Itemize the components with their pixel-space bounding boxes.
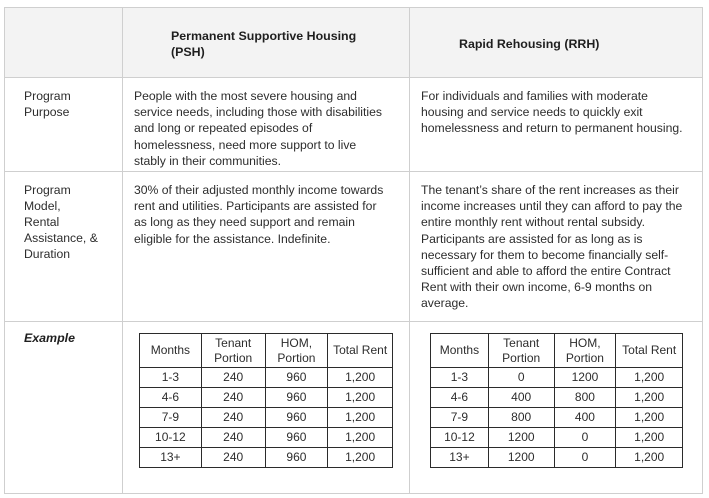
table-row — [140, 368, 393, 388]
psh-example-table — [139, 333, 393, 468]
table-row — [431, 388, 683, 408]
tenant-cell: 240 — [201, 388, 265, 408]
comparison-table — [4, 7, 703, 494]
hom-portion-header: HOM, Portion — [554, 334, 616, 368]
months-cell: 13+ — [140, 448, 202, 468]
tenant-cell: 400 — [488, 388, 554, 408]
psh-example-cell — [123, 322, 410, 494]
total-cell: 1,200 — [328, 388, 393, 408]
tenant-portion-header: Tenant Portion — [488, 334, 554, 368]
table-row — [431, 448, 683, 468]
rrh-purpose-text: For individuals and families with moderate housing and service needs to quickly exit homelessness and return to permanent housing. — [421, 89, 683, 136]
tenant-cell: 800 — [488, 408, 554, 428]
model-label: Program Model, Rental Assistance, & Duration — [5, 172, 123, 322]
months-header: Months — [431, 334, 489, 368]
hom-cell: 1200 — [554, 368, 616, 388]
psh-model-cell — [123, 172, 410, 322]
rrh-model-text: The tenant’s share of the rent increases as their income increases until they can afford to pay the entire monthly rent without rental subsidy. Participants are assisted for as long as is necessary for them to become financially self-sufficient and able to afford the entire Contract Rent with their own income, 6-9 months on average. — [421, 183, 683, 311]
hom-cell: 800 — [554, 388, 616, 408]
rrh-example-cell — [410, 322, 703, 494]
total-rent-header: Total Rent — [328, 334, 393, 368]
tenant-cell: 240 — [201, 408, 265, 428]
tenant-cell: 0 — [488, 368, 554, 388]
table-row — [140, 388, 393, 408]
table-row — [431, 408, 683, 428]
months-cell: 1-3 — [431, 368, 489, 388]
months-cell: 7-9 — [140, 408, 202, 428]
total-cell: 1,200 — [616, 448, 683, 468]
months-cell: 1-3 — [140, 368, 202, 388]
psh-purpose-cell — [123, 78, 410, 172]
table-row — [431, 368, 683, 388]
tenant-cell: 240 — [201, 428, 265, 448]
psh-example-header-row — [140, 334, 393, 368]
psh-title: Permanent Supportive Housing (PSH) — [171, 29, 357, 59]
table-row — [140, 408, 393, 428]
months-cell: 4-6 — [140, 388, 202, 408]
hom-cell: 400 — [554, 408, 616, 428]
months-cell: 4-6 — [431, 388, 489, 408]
months-header: Months — [140, 334, 202, 368]
tenant-cell: 240 — [201, 368, 265, 388]
hom-cell: 960 — [265, 428, 328, 448]
rrh-example-header-row — [431, 334, 683, 368]
rrh-header-cell — [410, 8, 703, 78]
rrh-model-cell — [410, 172, 703, 322]
purpose-label: Program Purpose — [5, 78, 123, 172]
table-row — [140, 428, 393, 448]
rrh-example-table — [430, 333, 683, 468]
hom-cell: 960 — [265, 448, 328, 468]
tenant-cell: 1200 — [488, 448, 554, 468]
hom-cell: 960 — [265, 408, 328, 428]
total-cell: 1,200 — [328, 428, 393, 448]
header-row — [5, 8, 703, 78]
rrh-title: Rapid Rehousing (RRH) — [459, 37, 600, 51]
example-label: Example — [5, 322, 123, 494]
months-cell: 10-12 — [431, 428, 489, 448]
total-cell: 1,200 — [328, 368, 393, 388]
psh-header-cell — [123, 8, 410, 78]
months-cell: 13+ — [431, 448, 489, 468]
psh-purpose-text: People with the most severe housing and service needs, including those with disabilities and long or repeated episodes of homelessness, need more support to live stably in their communities. — [134, 89, 382, 168]
total-cell: 1,200 — [616, 388, 683, 408]
tenant-cell: 1200 — [488, 428, 554, 448]
months-cell: 10-12 — [140, 428, 202, 448]
rrh-purpose-cell — [410, 78, 703, 172]
total-cell: 1,200 — [616, 408, 683, 428]
purpose-row — [5, 78, 703, 172]
psh-model-text: 30% of their adjusted monthly income towards rent and utilities. Participants are assisted for as long as they need support and remain eligible for the assistance. Indefinite. — [134, 183, 384, 246]
model-row — [5, 172, 703, 322]
tenant-portion-header: Tenant Portion — [201, 334, 265, 368]
total-cell: 1,200 — [328, 448, 393, 468]
table-row — [431, 428, 683, 448]
total-cell: 1,200 — [328, 408, 393, 428]
hom-portion-header: HOM, Portion — [265, 334, 328, 368]
hom-cell: 0 — [554, 448, 616, 468]
total-rent-header: Total Rent — [616, 334, 683, 368]
tenant-cell: 240 — [201, 448, 265, 468]
total-cell: 1,200 — [616, 368, 683, 388]
total-cell: 1,200 — [616, 428, 683, 448]
header-empty-cell — [5, 8, 123, 78]
months-cell: 7-9 — [431, 408, 489, 428]
table-row — [140, 448, 393, 468]
hom-cell: 0 — [554, 428, 616, 448]
example-row — [5, 322, 703, 494]
hom-cell: 960 — [265, 368, 328, 388]
hom-cell: 960 — [265, 388, 328, 408]
